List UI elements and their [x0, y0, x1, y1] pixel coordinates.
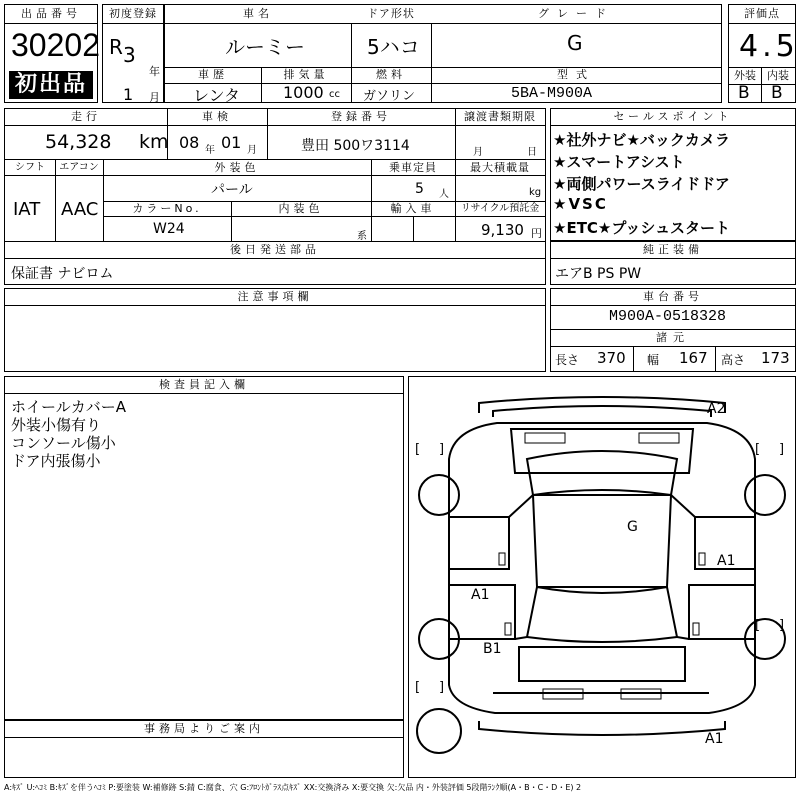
ac-label: エアコン — [55, 160, 104, 176]
insp-year: 08 — [179, 133, 200, 152]
divider — [455, 125, 456, 159]
displacement-unit: cc — [329, 89, 340, 100]
width: 167 — [679, 349, 708, 367]
interior-label: 内装 — [761, 67, 795, 85]
capacity-label: 乗車定員 — [371, 160, 456, 176]
divider — [633, 346, 634, 371]
detail-box — [4, 108, 546, 242]
width-label: 幅 — [647, 353, 660, 367]
year: 3 — [123, 43, 136, 67]
svg-text:]: ] — [779, 442, 785, 457]
svg-text:]: ] — [439, 680, 445, 695]
score-label: 評価点 — [729, 5, 795, 24]
transfer-day-unit: 日 — [527, 147, 537, 158]
chassis-label: 車台番号 — [551, 289, 795, 306]
chassis-box — [550, 288, 796, 372]
divider — [351, 83, 352, 103]
door: 5ハコ — [367, 35, 420, 59]
model-label: 型式 — [431, 67, 721, 84]
svg-text:[: [ — [755, 442, 761, 457]
ext-color-label: 外装色 — [103, 160, 372, 176]
divider — [715, 346, 716, 371]
capacity: 5 — [415, 181, 424, 197]
height: 173 — [761, 349, 790, 367]
exterior-label: 外装 — [729, 67, 762, 85]
history: レンタ — [193, 86, 240, 105]
grade: G — [567, 31, 583, 55]
transfer-month-unit: 月 — [473, 147, 483, 158]
length-label: 長さ — [555, 353, 580, 367]
shift: IAT — [13, 199, 41, 220]
reg-no: 豊田 500ワ3114 — [301, 138, 410, 154]
car-name-label: 車名 — [165, 5, 352, 24]
recycle-label: リサイクル預託金 — [455, 202, 545, 217]
transfer-label: 譲渡書類期限 — [455, 109, 545, 126]
car-main-box — [164, 4, 722, 103]
legend: A:ｷｽﾞ U:ﾍｺﾐ B:ｷｽﾞを伴うﾍｺﾐ P:要塗装 W:補修跡 S:錆 C:腐食、穴 G:ﾌﾛﾝﾄｶﾞﾗｽ点ｷｽﾞ XX:交換済み X:要交換 欠:欠品 内・外装評価 5段階ﾗﾝｸ順(A・B・C・D・E) 2 — [4, 783, 582, 792]
sales-point-3: ★両側パワースライドドア — [553, 175, 730, 193]
first-listing-badge: 初出品 — [9, 71, 93, 99]
era: R — [109, 35, 123, 59]
reg-no-label: 登録番号 — [267, 109, 456, 126]
chassis-number: M900A-0518328 — [609, 308, 727, 325]
car-diagram — [409, 377, 795, 777]
mileage: 54,328 — [45, 131, 112, 153]
divider — [351, 23, 352, 67]
damage-mark-a1-bottom: A1 — [705, 731, 724, 747]
sales-point-4: ★VSC — [553, 195, 608, 213]
inspector-label: 検査員記入欄 — [5, 377, 403, 394]
int-color-label: 内装色 — [231, 202, 371, 217]
car-diagram-box — [408, 376, 796, 778]
color-no: W24 — [153, 221, 185, 237]
equipment-label: 純正装備 — [551, 242, 795, 259]
damage-mark-a1-left: A1 — [471, 587, 490, 603]
insp-month-unit: 月 — [247, 145, 257, 156]
capacity-unit: 人 — [439, 189, 449, 200]
first-reg-label: 初度登録 — [103, 5, 163, 24]
mileage-unit: km — [139, 131, 169, 153]
divider — [55, 175, 56, 241]
interior-grade: B — [771, 83, 783, 103]
grade-label: グレード — [431, 5, 721, 24]
month: 1 — [123, 85, 134, 104]
svg-text:[: [ — [415, 442, 421, 457]
fuel: ガソリン — [363, 89, 416, 104]
car-name: ルーミー — [225, 35, 305, 59]
length: 370 — [597, 349, 626, 367]
dims-label: 諸元 — [551, 329, 795, 347]
first-reg-box — [102, 4, 164, 103]
int-color-unit: 系 — [357, 231, 367, 242]
lot-number: 30202 — [11, 27, 100, 63]
damage-mark-g-roof: G — [627, 519, 638, 535]
shift-label: シフト — [5, 160, 56, 176]
inspector-line-1: ホイールカバーA — [11, 398, 126, 416]
max-load-label: 最大積載量 — [455, 160, 545, 176]
office-label: 事務局よりご案内 — [5, 721, 403, 738]
later-parts-box — [4, 241, 546, 285]
recycle: 9,130 — [481, 221, 524, 239]
height-label: 高さ — [721, 353, 746, 367]
score-box — [728, 4, 799, 103]
color-no-label: カラーNo. — [103, 202, 232, 217]
svg-text:]: ] — [439, 442, 445, 457]
history-label: 車歴 — [165, 67, 262, 84]
svg-text:[: [ — [755, 618, 761, 633]
divider — [231, 216, 232, 241]
damage-mark-a2-top: A2 — [707, 401, 726, 417]
model: 5BA-M900A — [511, 85, 593, 102]
divider — [431, 23, 432, 67]
inspection-label: 車検 — [167, 109, 268, 126]
import-label: 輸入車 — [371, 202, 455, 217]
lot-box — [4, 4, 98, 103]
notes-label: 注意事項欄 — [5, 289, 545, 306]
divider — [761, 83, 762, 103]
insp-month: 01 — [221, 133, 242, 152]
damage-mark-a1-right: A1 — [717, 553, 736, 569]
fuel-label: 燃料 — [351, 67, 432, 84]
sales-point-5: ★ETC★プッシュスタート — [553, 219, 731, 237]
lot-label: 出品番号 — [5, 5, 97, 24]
sales-point-2: ★スマートアシスト — [553, 153, 685, 171]
inspector-box — [4, 376, 404, 720]
max-load-unit: kg — [529, 187, 542, 198]
divider — [431, 83, 432, 103]
ac: AAC — [61, 199, 99, 220]
displacement: 1000 — [283, 83, 324, 102]
later-parts-value: 保証書 ナビロム — [11, 266, 114, 282]
equipment-value: エアB PS PW — [555, 266, 642, 282]
score: 4.5 — [739, 29, 799, 64]
exterior-grade: B — [738, 83, 750, 103]
insp-year-unit: 年 — [205, 145, 215, 156]
sales-points-label: セールスポイント — [551, 109, 795, 126]
inspector-line-3: コンソール傷小 — [11, 434, 116, 452]
svg-text:]: ] — [779, 618, 785, 633]
office-box — [4, 720, 404, 778]
divider — [261, 83, 262, 103]
inspector-line-4: ドア内張傷小 — [11, 452, 101, 470]
damage-mark-b1-left: B1 — [483, 641, 502, 657]
divider — [267, 125, 268, 159]
mileage-label: 走行 — [5, 109, 168, 126]
ext-color: パール — [211, 182, 253, 198]
inspector-line-2: 外装小傷有り — [11, 416, 102, 434]
recycle-unit: 円 — [531, 227, 542, 240]
notes-box — [4, 288, 546, 372]
equipment-box — [550, 241, 796, 285]
door-label: ドア形状 — [351, 5, 432, 24]
month-unit: 月 — [149, 91, 160, 104]
divider — [413, 216, 414, 241]
sales-points-box — [550, 108, 796, 241]
later-parts-label: 後日発送部品 — [5, 242, 545, 259]
displacement-label: 排気量 — [261, 67, 352, 84]
year-unit: 年 — [149, 65, 160, 78]
sales-point-1: ★社外ナビ★バックカメラ — [553, 131, 730, 149]
svg-text:[: [ — [415, 680, 421, 695]
